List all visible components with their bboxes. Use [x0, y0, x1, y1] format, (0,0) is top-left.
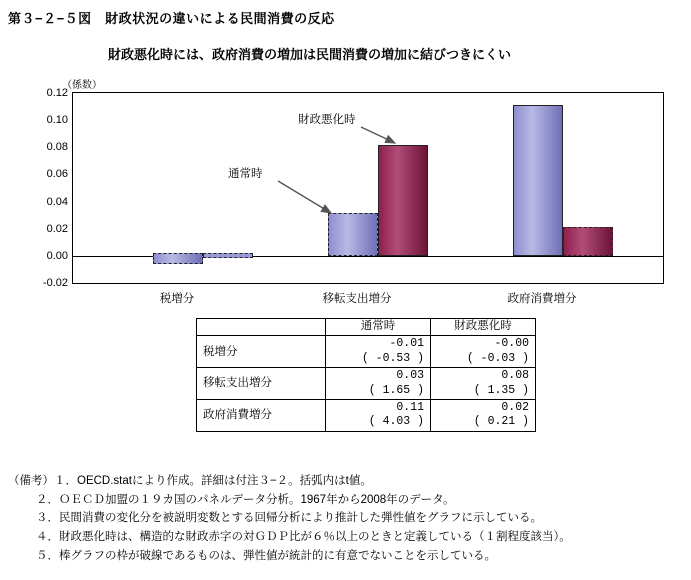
notes-block [8, 472, 571, 565]
annotation-arrows [73, 93, 663, 283]
annotation-bad: 財政悪化時 [298, 114, 356, 126]
xlabel-transfer: 移転支出増分 [322, 293, 392, 305]
table-row-label-tax: 税増分 [197, 336, 326, 368]
page-title: 第３−２−５図 財政状況の違いによる民間消費の反応 [8, 11, 335, 26]
table-row-label-gov: 政府消費増分 [197, 399, 326, 431]
coefficient-table [196, 318, 536, 432]
table-cell-transfer-normal [326, 368, 431, 400]
note-item-5: ５．棒グラフの枠が破線であるものは、弾性値が統計的に有意でないことを示している。 [36, 549, 496, 562]
value: 0.02 [501, 400, 529, 414]
ytick--0.02: -0.02 [42, 277, 68, 289]
value: 0.08 [501, 369, 529, 383]
chart-area [24, 78, 664, 305]
table-header-row [197, 319, 536, 336]
xlabel-gov: 政府消費増分 [507, 293, 577, 305]
table-col-bad: 財政悪化時 [431, 319, 536, 336]
table-row-label-transfer: 移転支出増分 [197, 368, 326, 400]
tstat: ( 4.03 ) [368, 415, 424, 429]
note-item-4: ４．財政悪化時は、構造的な財政赤字の対ＧＤＰ比が６％以上のときと定義している（１割程度該当）。 [36, 530, 571, 543]
ytick-0.12: 0.12 [46, 87, 68, 99]
table-row [197, 399, 536, 431]
tstat: ( 0.21 ) [473, 415, 529, 429]
note-item-2: ２．ＯＥＣＤ加盟の１９カ国のパネルデータ分析。1967年から2008年のデータ。 [36, 493, 455, 506]
chart-subtitle: 財政悪化時には、政府消費の増加は民間消費の増加に結びつきにくい [108, 47, 512, 62]
ytick-0.08: 0.08 [46, 141, 68, 154]
value: -0.01 [389, 337, 424, 351]
table-cell-gov-normal [326, 399, 431, 431]
table-cell-gov-bad [431, 399, 536, 431]
axis-unit-label: （係数） [62, 80, 102, 91]
tstat: ( 1.35 ) [473, 383, 529, 397]
ytick-0.10: 0.10 [46, 114, 68, 127]
table-cell-tax-normal [326, 336, 431, 368]
tstat: ( -0.03 ) [466, 351, 529, 365]
xlabel-tax: 税増分 [159, 293, 195, 305]
ytick-0.06: 0.06 [46, 168, 68, 181]
table-cell-tax-bad [431, 336, 536, 368]
value: -0.00 [494, 337, 529, 351]
ytick-0.00: 0.00 [46, 249, 68, 262]
table-cell-transfer-bad [431, 368, 536, 400]
ytick-0.04: 0.04 [46, 195, 68, 208]
value: 0.11 [396, 400, 424, 414]
table-corner-cell [197, 319, 326, 336]
chart-plot [42, 87, 664, 289]
note-lead: （備考）１．OECD.statにより作成。詳細は付注３−２。括弧内はt値。 [8, 475, 372, 487]
tstat: ( 1.65 ) [368, 383, 424, 397]
table-row [197, 368, 536, 400]
table-row [197, 336, 536, 368]
note-item-3: ３．民間消費の変化分を被説明変数とする回帰分析により推計した弾性値をグラフに示している。 [36, 512, 542, 525]
tstat: ( -0.53 ) [361, 351, 424, 365]
value: 0.03 [396, 369, 424, 383]
annotation-normal: 通常時 [228, 168, 263, 180]
table-col-normal: 通常時 [326, 319, 431, 336]
ytick-0.02: 0.02 [46, 222, 68, 235]
